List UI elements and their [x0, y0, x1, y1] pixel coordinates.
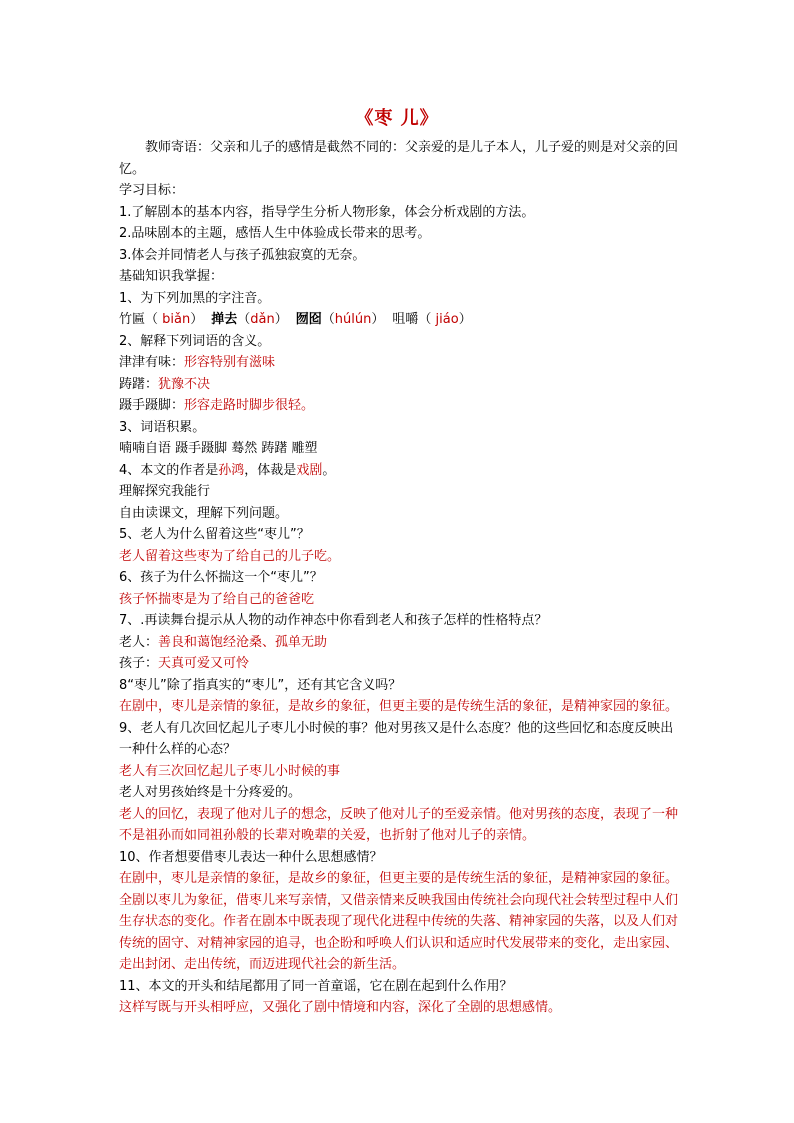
answer-10: 在剧中，枣儿是亲情的象征，是故乡的象征，但更主要的是传统生活的象征，是精神家园的象征。全剧以枣儿为象征，借枣儿来写亲情，又借亲情来反映我国由传统社会向现代社会转型过程中人们生存状态的变化。作者在剧本中既表现了现代化进程中传统的失落、精神家园的失落，以及人们对传统的固守、对精神家园的追寻，也企盼和呼唤人们认识和适应时代发展带来的变化，走出家园、走出封闭、走出传统，而迈进现代社会的新生活。	[119, 871, 679, 972]
question-1: 1、为下列加黑的字注音。	[119, 290, 271, 306]
question-2: 2、解释下列词语的含义。	[119, 333, 271, 349]
pinyin-answer: dǎn	[250, 312, 275, 327]
answer-9-part-1: 老人有三次回忆起儿子枣儿小时候的事	[119, 763, 341, 779]
question-4: 4、本文的作者是孙鸿，体裁是戏剧。	[119, 462, 336, 478]
goals-heading: 学习目标：	[119, 183, 185, 198]
question-11: 11、本文的开头和结尾都用了同一首童谣，它在剧在起到什么作用？	[119, 978, 513, 994]
answer-8: 在剧中，枣儿是亲情的象征，是故乡的象征，但更主要的是传统生活的象征，是精神家园的象征。	[119, 699, 679, 714]
pinyin-word: 掸去	[211, 312, 238, 327]
pinyin-answer: húlún	[334, 312, 372, 327]
pinyin-answer: jiáo	[435, 312, 459, 327]
pinyin-word: 竹匾	[119, 312, 146, 327]
teacher-motto: 教师寄语：父亲和儿子的感情是截然不同的：父亲爱的是儿子本人，儿子爱的则是对父亲的回忆。	[119, 140, 679, 177]
question-7: 7、.再读舞台提示从人物的动作神态中你看到老人和孩子怎样的性格特点？	[119, 613, 548, 628]
explore-intro: 自由读课文，理解下列问题。	[119, 505, 289, 521]
question-5: 5、老人为什么留着这些“枣儿”？	[119, 527, 310, 542]
question-9: 9、老人有几次回忆起儿子枣儿小时候的事？他对男孩又是什么态度？他的这些回忆和态度反映出一种什么样的心态？	[119, 720, 674, 757]
basics-heading: 基础知识我掌握：	[119, 269, 224, 284]
question-6: 6、孩子为什么怀揣这一个“枣儿”？	[119, 570, 323, 585]
definition-row: 踌躇：犹豫不决	[119, 376, 211, 392]
answer-7-row: 老人：善良和蔼饱经沧桑、孤单无助	[119, 634, 328, 650]
pinyin-answer: biǎn	[162, 312, 191, 327]
word-list: 喃喃自语 蹑手蹑脚 蓦然 踌躇 雕塑	[119, 441, 318, 456]
document-body	[119, 137, 679, 1019]
definition-row: 蹑手蹑脚：形容走路时脚步很轻。	[119, 398, 315, 413]
answer-6: 孩子怀揣枣是为了给自己的爸爸吃	[119, 591, 315, 607]
question-8: 8“枣儿”除了指真实的“枣儿”，还有其它含义吗？	[119, 677, 402, 693]
pinyin-row: 竹匾（ biǎn） 掸去（dǎn） 囫囵（húlún） 咀嚼（ jiáo）	[119, 312, 472, 327]
pinyin-word: 咀嚼	[392, 312, 419, 327]
goal-item: 1.了解剧本的基本内容，指导学生分析人物形象，体会分析戏剧的方法。	[119, 204, 535, 220]
definition-row: 津津有味：形容特别有滋味	[119, 355, 276, 370]
goal-item: 2.品味剧本的主题，感悟人生中体验成长带来的思考。	[119, 226, 431, 241]
pinyin-word: 囫囵	[295, 312, 322, 327]
answer-9-part-3: 老人的回忆，表现了他对儿子的想念，反映了他对儿子的至爱亲情。他对男孩的态度，表现了一种不是祖孙而如同祖孙般的长辈对晚辈的关爱，也折射了他对儿子的亲情。	[119, 806, 679, 843]
answer-5: 老人留着这些枣为了给自己的儿子吃。	[119, 548, 341, 564]
answer-9-part-2: 老人对男孩始终是十分疼爱的。	[119, 785, 302, 800]
goal-item: 3.体会并同情老人与孩子孤独寂寞的无奈。	[119, 247, 366, 263]
question-3: 3、词语积累。	[119, 419, 206, 435]
explore-heading: 理解探究我能行	[119, 484, 211, 499]
document-title: 《枣 儿》	[355, 108, 439, 129]
answer-11: 这样写既与开头相呼应，又强化了剧中情境和内容，深化了全剧的思想感情。	[119, 1000, 562, 1015]
question-10: 10、作者想要借枣儿表达一种什么思想感情？	[119, 849, 383, 865]
answer-7-row: 孩子：天真可爱又可怜	[119, 656, 250, 671]
